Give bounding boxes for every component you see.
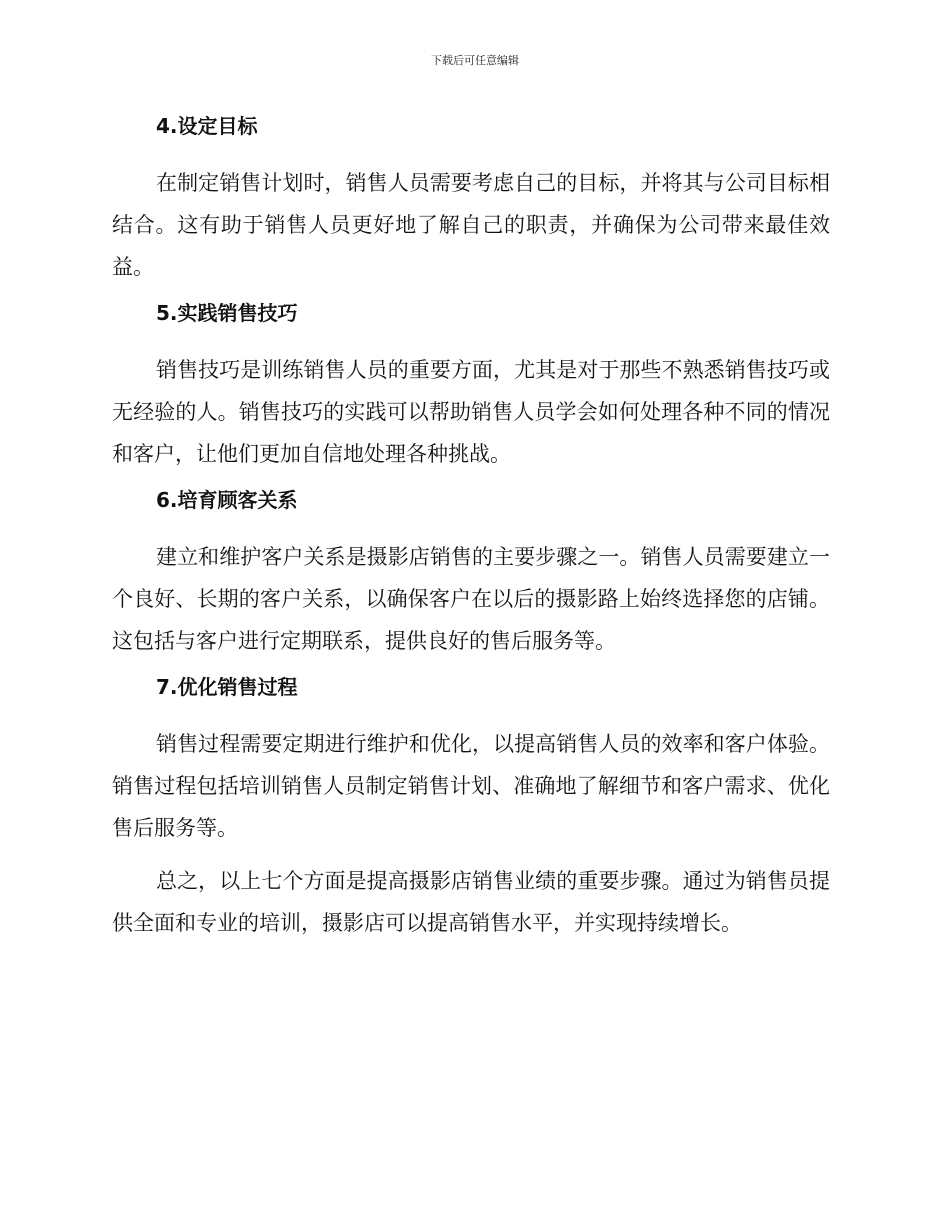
- section-title: 7.优化销售过程: [156, 675, 298, 699]
- section-customer-relationships: [112, 486, 830, 662]
- section-paragraph: 在制定销售计划时，销售人员需要考虑自己的目标，并将其与公司目标相结合。这有助于销售人员更好地了解自己的职责，并确保为公司带来最佳效益。: [112, 171, 830, 279]
- section-paragraph: 建立和维护客户关系是摄影店销售的主要步骤之一。销售人员需要建立一个良好、长期的客户关系，以确保客户在以后的摄影路上始终选择您的店铺。这包括与客户进行定期联系，提供良好的售后服务等。: [112, 545, 830, 653]
- section-title: 6.培育顾客关系: [156, 488, 298, 512]
- section-practice-sales-skills: [112, 299, 830, 475]
- section-title: 5.实践销售技巧: [156, 301, 298, 325]
- conclusion-paragraph: 总之，以上七个方面是提高摄影店销售业绩的重要步骤。通过为销售员提供全面和专业的培训，摄影店可以提高销售水平，并实现持续增长。: [112, 869, 830, 935]
- section-paragraph: 销售技巧是训练销售人员的重要方面，尤其是对于那些不熟悉销售技巧或无经验的人。销售技巧的实践可以帮助销售人员学会如何处理各种不同的情况和客户，让他们更加自信地处理各种挑战。: [112, 358, 830, 466]
- section-paragraph: 销售过程需要定期进行维护和优化，以提高销售人员的效率和客户体验。销售过程包括培训销售人员制定销售计划、准确地了解细节和客户需求、优化售后服务等。: [112, 732, 830, 840]
- section-title: 4.设定目标: [156, 114, 258, 138]
- document-body: [112, 112, 830, 955]
- section-set-goals: [112, 112, 830, 288]
- header-note: 下载后可任意编辑: [431, 54, 519, 67]
- section-optimize-sales-process: [112, 673, 830, 849]
